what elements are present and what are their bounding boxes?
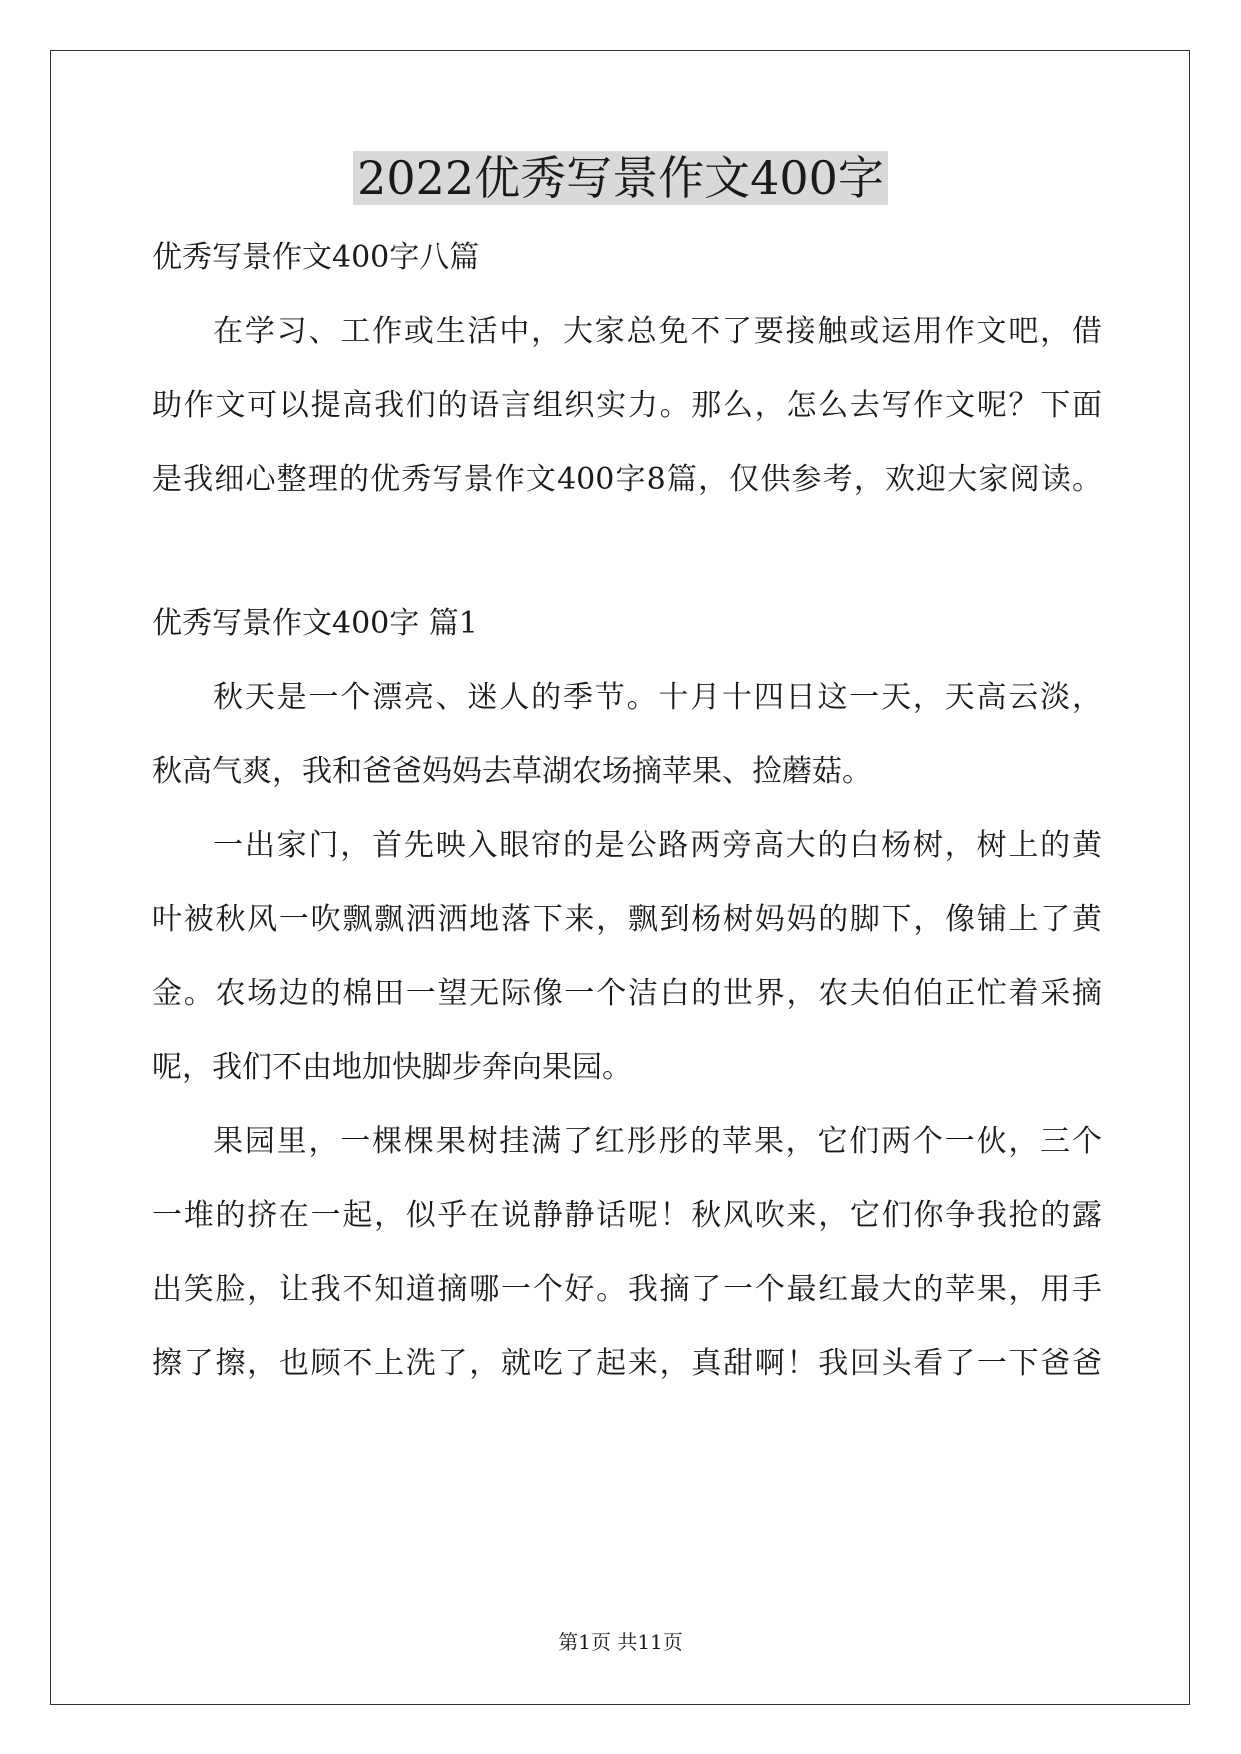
paragraph-line: 果园里，一棵棵果树挂满了红彤彤的苹果，它们两个一伙，三个 xyxy=(213,1124,1102,1159)
paragraph-line: 呢，我们不由地加快脚步奔向果园。 xyxy=(152,1050,632,1085)
paragraph-line: 助作文可以提高我们的语言组织实力。那么，怎么去写作文呢？下面 xyxy=(152,388,1102,423)
paragraph-line: 金。农场边的棉田一望无际像一个洁白的世界，农夫伯伯正忙着采摘 xyxy=(152,976,1102,1011)
paragraph-line: 是我细心整理的优秀写景作文400字8篇，仅供参考，欢迎大家阅读。 xyxy=(152,462,1102,497)
document-title xyxy=(0,148,1241,208)
section-heading: 优秀写景作文400字 篇1 xyxy=(152,606,478,641)
document-title-text: 2022优秀写景作文400字 xyxy=(353,151,888,205)
page-border xyxy=(50,50,1190,1705)
paragraph-line: 秋天是一个漂亮、迷人的季节。十月十四日这一天，天高云淡， xyxy=(213,680,1102,715)
paragraph-line: 擦了擦，也顾不上洗了，就吃了起来，真甜啊！我回头看了一下爸爸 xyxy=(152,1346,1102,1381)
paragraph-line: 叶被秋风一吹飘飘洒洒地落下来，飘到杨树妈妈的脚下，像铺上了黄 xyxy=(152,902,1102,937)
subtitle-line: 优秀写景作文400字八篇 xyxy=(152,240,480,275)
paragraph-line: 出笑脸，让我不知道摘哪一个好。我摘了一个最红最大的苹果，用手 xyxy=(152,1272,1102,1307)
paragraph-line: 一堆的挤在一起，似乎在说静静话呢！秋风吹来，它们你争我抢的露 xyxy=(152,1198,1102,1233)
page-footer: 第1页 共11页 xyxy=(558,1630,683,1654)
paragraph-line: 一出家门，首先映入眼帘的是公路两旁高大的白杨树，树上的黄 xyxy=(213,828,1102,863)
paragraph-line: 在学习、工作或生活中，大家总免不了要接触或运用作文吧，借 xyxy=(213,314,1102,349)
paragraph-line: 秋高气爽，我和爸爸妈妈去草湖农场摘苹果、捡蘑菇。 xyxy=(152,754,872,789)
